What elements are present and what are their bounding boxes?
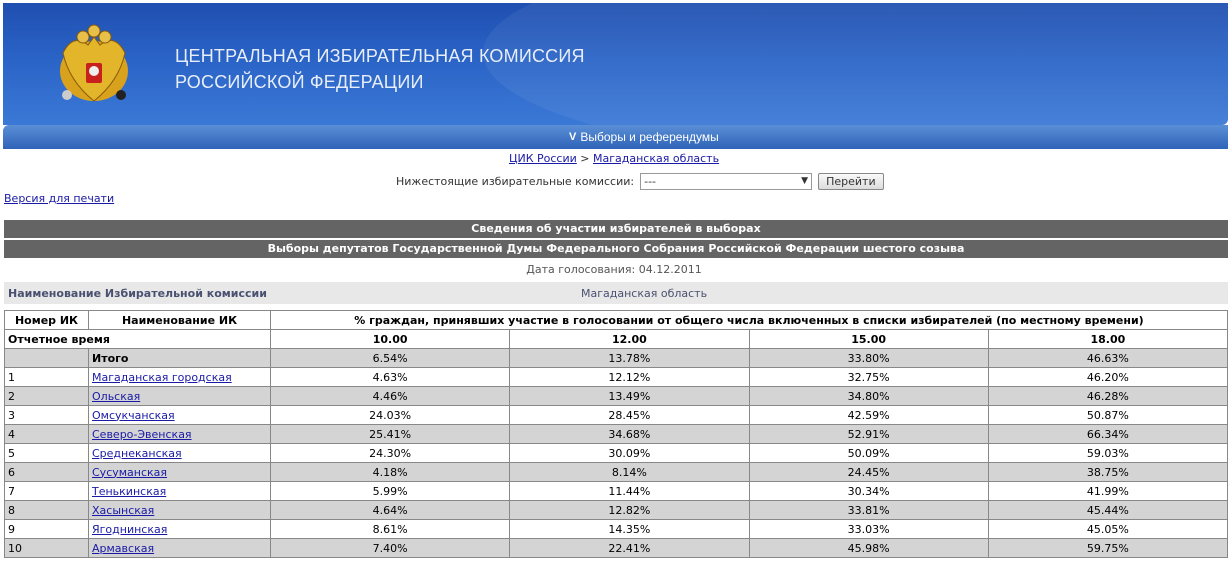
commission-row <box>4 282 1228 304</box>
turnout-value: 11.44% <box>510 482 749 501</box>
turnout-value: 25.41% <box>271 425 510 444</box>
turnout-value: 45.44% <box>988 501 1227 520</box>
header-ik-number: Номер ИК <box>5 311 89 330</box>
breadcrumb-separator: > <box>580 152 590 165</box>
turnout-value: 24.30% <box>271 444 510 463</box>
turnout-value: 4.46% <box>271 387 510 406</box>
total-num-cell <box>5 349 89 368</box>
turnout-value: 24.45% <box>749 463 988 482</box>
table-row <box>5 444 1228 463</box>
coat-of-arms-icon <box>53 23 135 113</box>
ik-name-link[interactable]: Магаданская городская <box>92 370 232 384</box>
ik-number: 9 <box>5 520 89 539</box>
vote-date-value: 04.12.2011 <box>638 263 702 276</box>
ik-number: 5 <box>5 444 89 463</box>
table-row <box>5 425 1228 444</box>
ik-name-link[interactable]: Тенькинская <box>92 484 167 498</box>
turnout-value: 32.75% <box>749 368 988 387</box>
turnout-value: 33.81% <box>749 501 988 520</box>
nav-elections-menu[interactable] <box>569 130 719 144</box>
site-header <box>3 3 1228 125</box>
report-time-label: Отчетное время <box>5 330 271 349</box>
vote-date-label: Дата голосования: <box>526 263 636 276</box>
time-header: 10.00 <box>271 330 510 349</box>
breadcrumb-root-link[interactable]: ЦИК России <box>508 152 577 165</box>
lower-commissions <box>396 173 884 190</box>
turnout-value: 45.05% <box>988 520 1227 539</box>
total-value: 46.63% <box>988 349 1227 368</box>
table-row <box>5 482 1228 501</box>
turnout-value: 30.09% <box>510 444 749 463</box>
turnout-value: 59.03% <box>988 444 1227 463</box>
ik-number: 8 <box>5 501 89 520</box>
turnout-value: 50.09% <box>749 444 988 463</box>
turnout-value: 46.20% <box>988 368 1227 387</box>
ik-name-link[interactable]: Армавская <box>92 541 155 555</box>
ik-number: 1 <box>5 368 89 387</box>
turnout-value: 34.68% <box>510 425 749 444</box>
chevron-down-icon: V <box>569 131 577 143</box>
turnout-value: 7.40% <box>271 539 510 558</box>
nav-elections-label: Выборы и референдумы <box>580 130 719 144</box>
ik-name-link[interactable]: Ягоднинская <box>92 522 168 536</box>
turnout-value: 8.61% <box>271 520 510 539</box>
table-row <box>5 387 1228 406</box>
time-header: 18.00 <box>988 330 1227 349</box>
breadcrumb <box>0 152 1228 165</box>
org-title-line1: ЦЕНТРАЛЬНАЯ ИЗБИРАТЕЛЬНАЯ КОМИССИЯ <box>175 46 585 66</box>
ik-name-link[interactable]: Хасынская <box>92 503 155 517</box>
ik-number: 6 <box>5 463 89 482</box>
table-time-row <box>5 330 1228 349</box>
ik-number: 10 <box>5 539 89 558</box>
turnout-value: 12.82% <box>510 501 749 520</box>
print-version-link[interactable]: Версия для печати <box>4 192 115 205</box>
lower-commissions-label: Нижестоящие избирательные комиссии: <box>396 175 635 188</box>
table-row <box>5 501 1228 520</box>
ik-number: 2 <box>5 387 89 406</box>
ik-name-link[interactable]: Омсукчанская <box>92 408 175 422</box>
turnout-value: 38.75% <box>988 463 1227 482</box>
commission-label: Наименование Избирательной комиссии <box>8 287 267 300</box>
turnout-value: 42.59% <box>749 406 988 425</box>
turnout-value: 14.35% <box>510 520 749 539</box>
ik-name-link[interactable]: Сусуманская <box>92 465 168 479</box>
table-row <box>5 368 1228 387</box>
breadcrumb-region-link[interactable]: Магаданская область <box>593 152 720 165</box>
turnout-value: 34.80% <box>749 387 988 406</box>
ik-name-link[interactable]: Северо-Эвенская <box>92 427 192 441</box>
turnout-value: 24.03% <box>271 406 510 425</box>
time-header: 12.00 <box>510 330 749 349</box>
turnout-value: 41.99% <box>988 482 1227 501</box>
ik-number: 4 <box>5 425 89 444</box>
total-value: 33.80% <box>749 349 988 368</box>
ik-name-link[interactable]: Среднеканская <box>92 446 182 460</box>
turnout-value: 4.64% <box>271 501 510 520</box>
ik-number: 3 <box>5 406 89 425</box>
election-title: Выборы депутатов Государственной Думы Федерального Собрания Российской Федерации шестого созыва <box>4 240 1228 258</box>
turnout-table <box>4 310 1228 558</box>
turnout-value: 33.03% <box>749 520 988 539</box>
table-header-row <box>5 311 1228 330</box>
turnout-value: 12.12% <box>510 368 749 387</box>
table-row <box>5 406 1228 425</box>
header-ik-name: Наименование ИК <box>89 311 271 330</box>
table-row <box>5 539 1228 558</box>
top-nav <box>3 125 1228 149</box>
header-turnout-percent: % граждан, принявших участие в голосовании от общего числа включенных в списки избирателей (по местному времени) <box>271 311 1228 330</box>
turnout-value: 5.99% <box>271 482 510 501</box>
ik-name-link[interactable]: Ольская <box>92 389 141 403</box>
turnout-value: 45.98% <box>749 539 988 558</box>
turnout-value: 4.63% <box>271 368 510 387</box>
table-total-row <box>5 349 1228 368</box>
dropdown-arrow-icon: ▼ <box>801 176 809 186</box>
turnout-value: 50.87% <box>988 406 1227 425</box>
turnout-value: 13.49% <box>510 387 749 406</box>
lower-commissions-select[interactable] <box>640 173 812 190</box>
section-title: Сведения об участии избирателей в выборах <box>4 220 1228 238</box>
total-label: Итого <box>89 349 271 368</box>
turnout-value: 22.41% <box>510 539 749 558</box>
turnout-value: 46.28% <box>988 387 1227 406</box>
ik-number: 7 <box>5 482 89 501</box>
turnout-value: 4.18% <box>271 463 510 482</box>
turnout-value: 30.34% <box>749 482 988 501</box>
total-value: 6.54% <box>271 349 510 368</box>
turnout-value: 8.14% <box>510 463 749 482</box>
org-title-line2: РОССИЙСКОЙ ФЕДЕРАЦИИ <box>175 72 424 92</box>
org-title <box>175 43 585 95</box>
header-decoration <box>483 3 1228 125</box>
table-row <box>5 520 1228 539</box>
total-value: 13.78% <box>510 349 749 368</box>
table-row <box>5 463 1228 482</box>
commission-value: Магаданская область <box>581 287 708 300</box>
lower-commissions-value: --- <box>644 175 657 188</box>
go-button[interactable]: Перейти <box>818 173 884 190</box>
vote-date <box>0 263 1228 276</box>
turnout-value: 59.75% <box>988 539 1227 558</box>
turnout-value: 28.45% <box>510 406 749 425</box>
turnout-value: 52.91% <box>749 425 988 444</box>
turnout-value: 66.34% <box>988 425 1227 444</box>
time-header: 15.00 <box>749 330 988 349</box>
